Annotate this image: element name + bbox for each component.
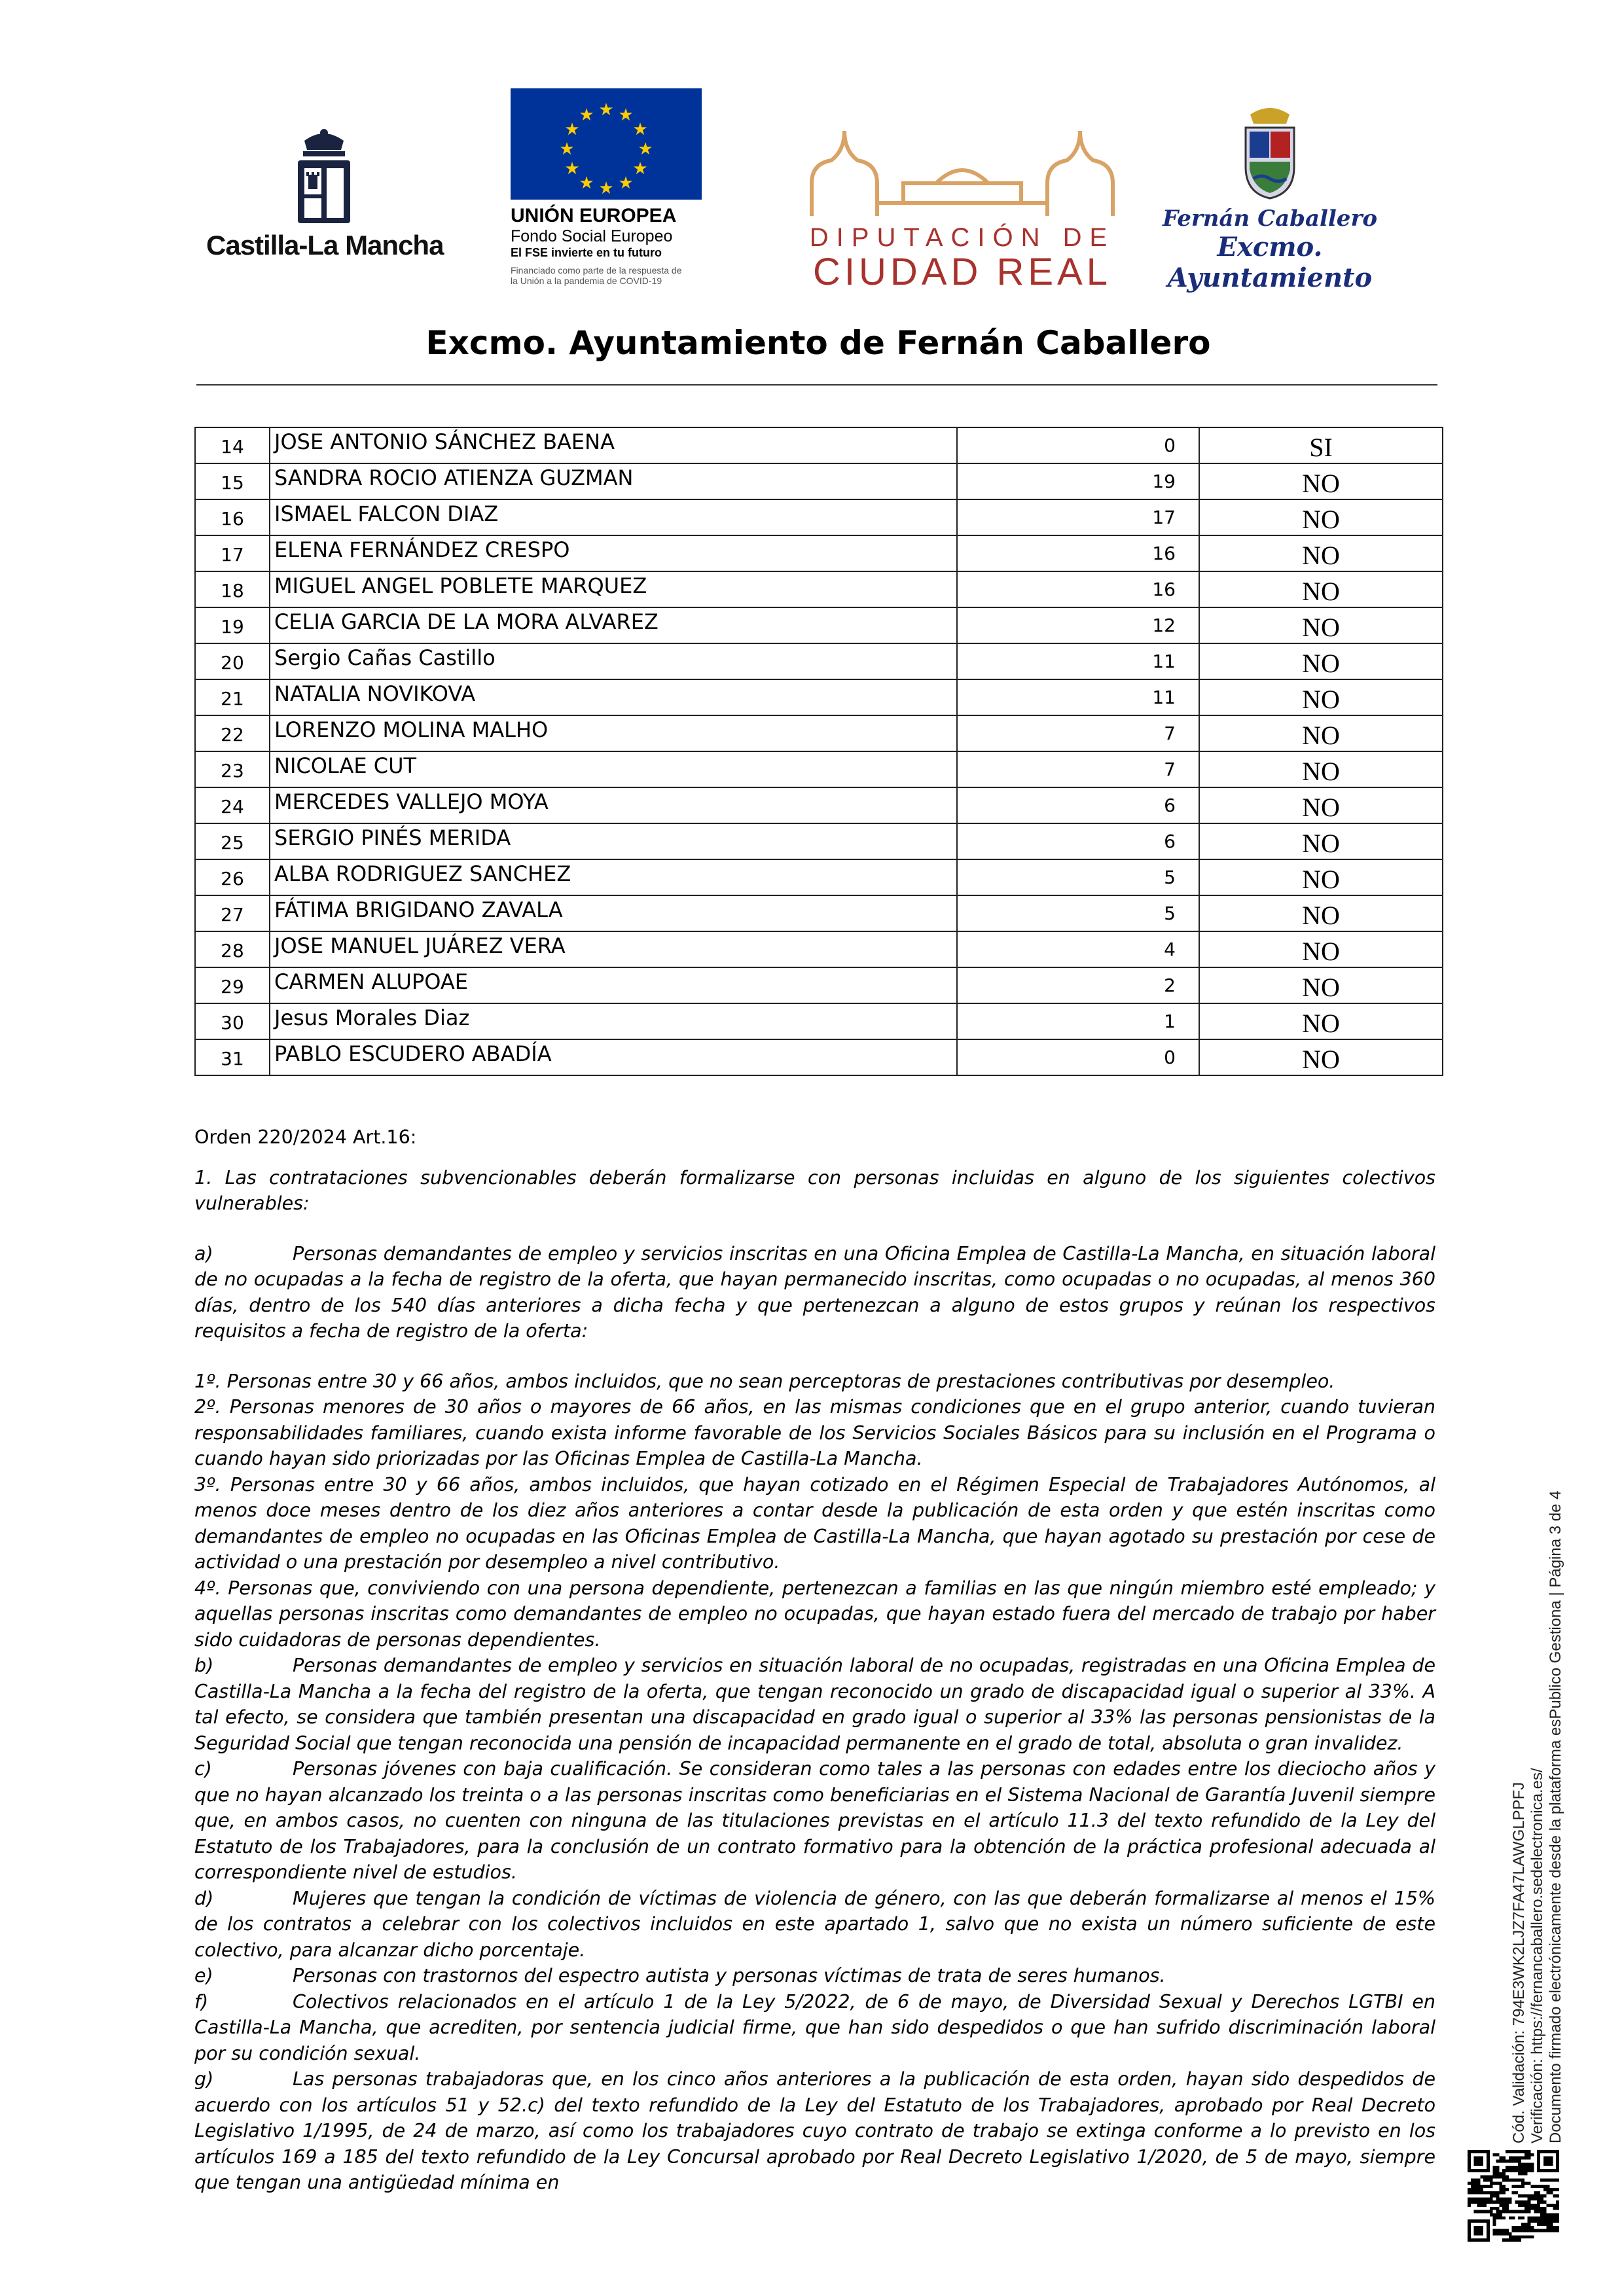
table-row [195, 931, 1443, 967]
svg-text:★: ★ [618, 105, 634, 125]
candidate-score: 0 [957, 427, 1199, 463]
row-number: 21 [195, 679, 270, 715]
table-row [195, 571, 1443, 607]
candidate-score: 6 [957, 787, 1199, 823]
table-row [195, 427, 1443, 463]
table-row [195, 751, 1443, 787]
title-divider [196, 384, 1437, 386]
fernan-caballero-name: Fernán Caballero [1162, 206, 1378, 232]
candidate-result: NO [1199, 535, 1443, 571]
intro-paragraph: 1. Las contrataciones subvencionables deberán formalizarse con personas incluidas en alguno de los siguientes colectivos vulnerables: [194, 1166, 1435, 1214]
header-logos [0, 0, 1624, 314]
candidate-result: NO [1199, 931, 1443, 967]
svg-text:★: ★ [579, 105, 594, 125]
union-europea-logo [511, 88, 707, 298]
row-number: 20 [195, 643, 270, 679]
row-number: 17 [195, 535, 270, 571]
svg-text:★: ★ [559, 139, 575, 159]
candidate-name: SANDRA ROCIO ATIENZA GUZMAN [270, 463, 957, 499]
candidate-name: NICOLAE CUT [270, 751, 957, 787]
item-g: g) Las personas trabajadoras que, en los cinco años anteriores a la publicación de esta orden, hayan sido despedidos de acuerdo con los artículos 51 y 52.c) del texto refundido de la Ley del Estatuto de los Trabajadores, aprobado por Real Decreto Legislativo 1/1995, de 24 de marzo, así como los trabajadores cuyo contrato de trabajo se extinga conforme a lo previsto en los artículos 169 a 185 del texto refundido de la Ley Concursal aprobado por Real Decreto Legislativo 1/2020, de 5 de mayo, siempre que tengan una antigüedad mínima en [194, 2068, 1435, 2193]
fernan-caballero-logo [1129, 101, 1411, 298]
candidate-score: 6 [957, 823, 1199, 859]
candidate-score: 0 [957, 1039, 1199, 1075]
svg-text:★: ★ [598, 179, 614, 198]
item-b: b) Personas demandantes de empleo y servicios en situación laboral de no ocupadas, registradas en una Oficina Emplea de Castilla-La Mancha a la fecha del registro de la oferta, que tengan reconocido un grado de discapacidad igual o superior al 33%. A tal efecto, se considera que también presentan una discapacidad en grado igual o superior al 33% las personas pensionistas de la Seguridad Social que tengan reconocida una pensión de incapacidad permanente en el grado de total, absoluta o gran invalidez. [194, 1655, 1435, 1754]
candidate-score: 19 [957, 463, 1199, 499]
document-title: Excmo. Ayuntamiento de Fernán Caballero [425, 324, 1211, 362]
candidate-score: 2 [957, 967, 1199, 1003]
candidate-result: NO [1199, 751, 1443, 787]
table-row [195, 1003, 1443, 1039]
candidate-result: NO [1199, 607, 1443, 643]
signature-note: Documento firmado electrónicamente desde la plataforma esPublico Gestiona | Página 3 de 4 [1547, 1490, 1564, 2144]
candidate-name: ALBA RODRIGUEZ SANCHEZ [270, 859, 957, 895]
group-3: 3º. Personas entre 30 y 66 años, ambos incluidos, que hayan cotizado en el Régimen Especial de Trabajadores Autónomos, al menos doce meses dentro de los diez años anteriores a contar desde la publicación de esta orden y que estén inscritas como demandantes de empleo no ocupadas en las Oficinas Emplea de Castilla-La Mancha, que hayan agotado su prestación por cese de actividad o una prestación por desempleo a nivel contributivo. [194, 1473, 1435, 1573]
row-number: 23 [195, 751, 270, 787]
candidate-name: NATALIA NOVIKOVA [270, 679, 957, 715]
group-4: 4º. Personas que, conviviendo con una persona dependiente, pertenezcan a familias en las que ningún miembro esté empleado; y aquellas personas inscritas como demandantes de empleo no ocupadas, que hayan estado fuera del mercado de trabajo por haber sido cuidadoras de personas dependientes. [194, 1577, 1435, 1651]
row-number: 30 [195, 1003, 270, 1039]
table-row [195, 463, 1443, 499]
candidate-score: 7 [957, 715, 1199, 751]
table-row [195, 499, 1443, 535]
candidate-name: JOSE MANUEL JUÁREZ VERA [270, 931, 957, 967]
candidate-name: PABLO ESCUDERO ABADÍA [270, 1039, 957, 1075]
candidate-result: NO [1199, 895, 1443, 931]
table-body [195, 427, 1443, 1075]
row-number: 19 [195, 607, 270, 643]
candidate-result: NO [1199, 1039, 1443, 1075]
item-a: a) Personas demandantes de empleo y servicios inscritas en una Oficina Emplea de Castilla-La Mancha, en situación laboral de no ocupadas a la fecha de registro de la oferta, que hayan permanecido inscritas, como ocupadas o no ocupadas, al menos 360 días, dentro de los 540 días anteriores a dicha fecha y que pertenezcan a alguno de estos grupos y reúnan los respectivos requisitos a fecha de registro de la oferta: [194, 1242, 1435, 1342]
item-f: f) Colectivos relacionados en el artículo 1 de la Ley 5/2022, de 6 de mayo, de Diversidad Sexual y Derechos LGTBI en Castilla-La Mancha, que acrediten, por sentencia judicial firme, que han sido despedidos o que han sufrido discriminación laboral por su condición sexual. [194, 1990, 1435, 2064]
row-number: 16 [195, 499, 270, 535]
ue-fund: Fondo Social Europeo [511, 227, 673, 245]
diputacion-line1: DIPUTACIÓN DE [809, 223, 1115, 252]
table-row [195, 787, 1443, 823]
qr-code-icon [1468, 2150, 1559, 2242]
ue-covid-note: Financiado como parte de la respuesta de la Unión a la pandemia de COVID-19 [511, 265, 682, 286]
candidate-score: 16 [957, 571, 1199, 607]
candidate-result: NO [1199, 967, 1443, 1003]
svg-text:★: ★ [638, 139, 653, 159]
candidate-name: ISMAEL FALCON DIAZ [270, 499, 957, 535]
candidate-result: NO [1199, 1003, 1443, 1039]
verification-url[interactable]: Verificación: https://fernancaballero.sedelectronica.es/ [1528, 1768, 1546, 2144]
table-row [195, 607, 1443, 643]
item-e: e) Personas con trastornos del espectro autista y personas víctimas de trata de seres humanos. [194, 1965, 1166, 1986]
item-c: c) Personas jóvenes con baja cualificación. Se consideran como tales a las personas con edades entre los dieciocho años y que no hayan alcanzado los treinta o a las personas inscritas como beneficiarias en el Sistema Nacional de Garantía Juvenil siempre que, en ambos casos, no cuenten con ninguna de las titulaciones previstas en el artículo 11.3 del texto refundido de la Ley del Estatuto de los Trabajadores, para la conclusión de un contrato formativo para la obtención de la práctica profesional adecuada al correspondiente nivel de estudios. [194, 1758, 1435, 1883]
table-row [195, 643, 1443, 679]
candidate-name: CARMEN ALUPOAE [270, 967, 957, 1003]
candidate-score: 7 [957, 751, 1199, 787]
row-number: 27 [195, 895, 270, 931]
candidate-name: MERCEDES VALLEJO MOYA [270, 787, 957, 823]
candidate-score: 12 [957, 607, 1199, 643]
group-1: 1º. Personas entre 30 y 66 años, ambos incluidos, que no sean perceptoras de prestaciones contributivas por desempleo. [194, 1370, 1335, 1392]
svg-text:★: ★ [618, 173, 634, 193]
candidate-score: 1 [957, 1003, 1199, 1039]
candidate-score: 16 [957, 535, 1199, 571]
svg-text:★: ★ [598, 100, 614, 120]
candidate-score: 11 [957, 679, 1199, 715]
row-number: 25 [195, 823, 270, 859]
table-row [195, 823, 1443, 859]
castilla-la-mancha-wordmark: Castilla-La Mancha [206, 230, 444, 260]
candidate-result: NO [1199, 787, 1443, 823]
table-row [195, 679, 1443, 715]
candidate-name: CELIA GARCIA DE LA MORA ALVAREZ [270, 607, 957, 643]
row-number: 24 [195, 787, 270, 823]
candidate-score: 5 [957, 895, 1199, 931]
table-row [195, 1039, 1443, 1075]
table-row [195, 535, 1443, 571]
candidate-name: LORENZO MOLINA MALHO [270, 715, 957, 751]
eu-flag-icon [511, 88, 702, 200]
coat-of-arms-icon [1234, 101, 1306, 200]
svg-text:★: ★ [564, 159, 580, 179]
ayuntamiento-name: Excmo. Ayuntamiento [1167, 232, 1373, 293]
diputacion-ciudad-real-logo [792, 124, 1132, 295]
table-row [195, 715, 1443, 751]
candidate-name: MIGUEL ANGEL POBLETE MARQUEZ [270, 571, 957, 607]
validation-sidebar [1510, 1443, 1595, 2144]
order-reference: Orden 220/2024 Art.16: [194, 1126, 417, 1148]
candidate-name: FÁTIMA BRIGIDANO ZAVALA [270, 895, 957, 931]
candidate-result: NO [1199, 823, 1443, 859]
candidate-result: NO [1199, 715, 1443, 751]
candidate-result: NO [1199, 571, 1443, 607]
row-number: 14 [195, 427, 270, 463]
row-number: 22 [195, 715, 270, 751]
candidate-name: JOSE ANTONIO SÁNCHEZ BAENA [270, 427, 957, 463]
row-number: 31 [195, 1039, 270, 1075]
group-2: 2º. Personas menores de 30 años o mayores de 66 años, en las mismas condiciones que en el grupo anterior, cuando tuvieran responsabilidades familiares, cuando exista informe favorable de los Servicios Sociales Básicos para su inclusión en el Programa o cuando hayan sido priorizadas por las Oficinas Emplea de Castilla-La Mancha. [194, 1396, 1435, 1469]
row-number: 29 [195, 967, 270, 1003]
candidate-name: Jesus Morales Diaz [270, 1003, 957, 1039]
candidate-name: Sergio Cañas Castillo [270, 643, 957, 679]
diputacion-line2: CIUDAD REAL [813, 251, 1111, 293]
candidate-score: 5 [957, 859, 1199, 895]
row-number: 18 [195, 571, 270, 607]
svg-text:★: ★ [564, 120, 580, 139]
regulation-text [194, 1124, 1435, 2196]
table-row [195, 967, 1443, 1003]
row-number: 28 [195, 931, 270, 967]
candidate-score: 4 [957, 931, 1199, 967]
candidates-table [194, 427, 1443, 1076]
ue-slogan: El FSE invierte en tu futuro [511, 246, 662, 259]
candidate-result: NO [1199, 499, 1443, 535]
candidate-result: NO [1199, 643, 1443, 679]
row-number: 26 [195, 859, 270, 895]
candidate-result: NO [1199, 679, 1443, 715]
candidate-result: NO [1199, 859, 1443, 895]
castilla-la-mancha-logo [206, 128, 442, 278]
palace-outline-icon [805, 124, 1119, 216]
table-row [195, 895, 1443, 931]
row-number: 15 [195, 463, 270, 499]
candidate-result: NO [1199, 463, 1443, 499]
candidate-score: 17 [957, 499, 1199, 535]
ue-title: UNIÓN EUROPEA [511, 205, 677, 226]
candidate-result: SI [1199, 427, 1443, 463]
svg-text:★: ★ [632, 159, 648, 179]
candidate-name: SERGIO PINÉS MERIDA [270, 823, 957, 859]
item-d: d) Mujeres que tengan la condición de víctimas de violencia de género, con las que deberán formalizarse al menos el 15% de los contratos a celebrar con los colectivos incluidos en este apartado 1, salvo que no exista un número suficiente de este colectivo, para alcanzar dicho porcentaje. [194, 1887, 1435, 1961]
table-row [195, 859, 1443, 895]
castilla-la-mancha-crown-castle-logo [285, 128, 363, 226]
svg-text:★: ★ [579, 173, 594, 193]
svg-text:★: ★ [632, 120, 648, 139]
validation-code: Cód. Validación: 794E3WK2LJZ7FA47LAWGLPPFJ [1510, 1782, 1528, 2144]
candidate-name: ELENA FERNÁNDEZ CRESPO [270, 535, 957, 571]
candidate-score: 11 [957, 643, 1199, 679]
